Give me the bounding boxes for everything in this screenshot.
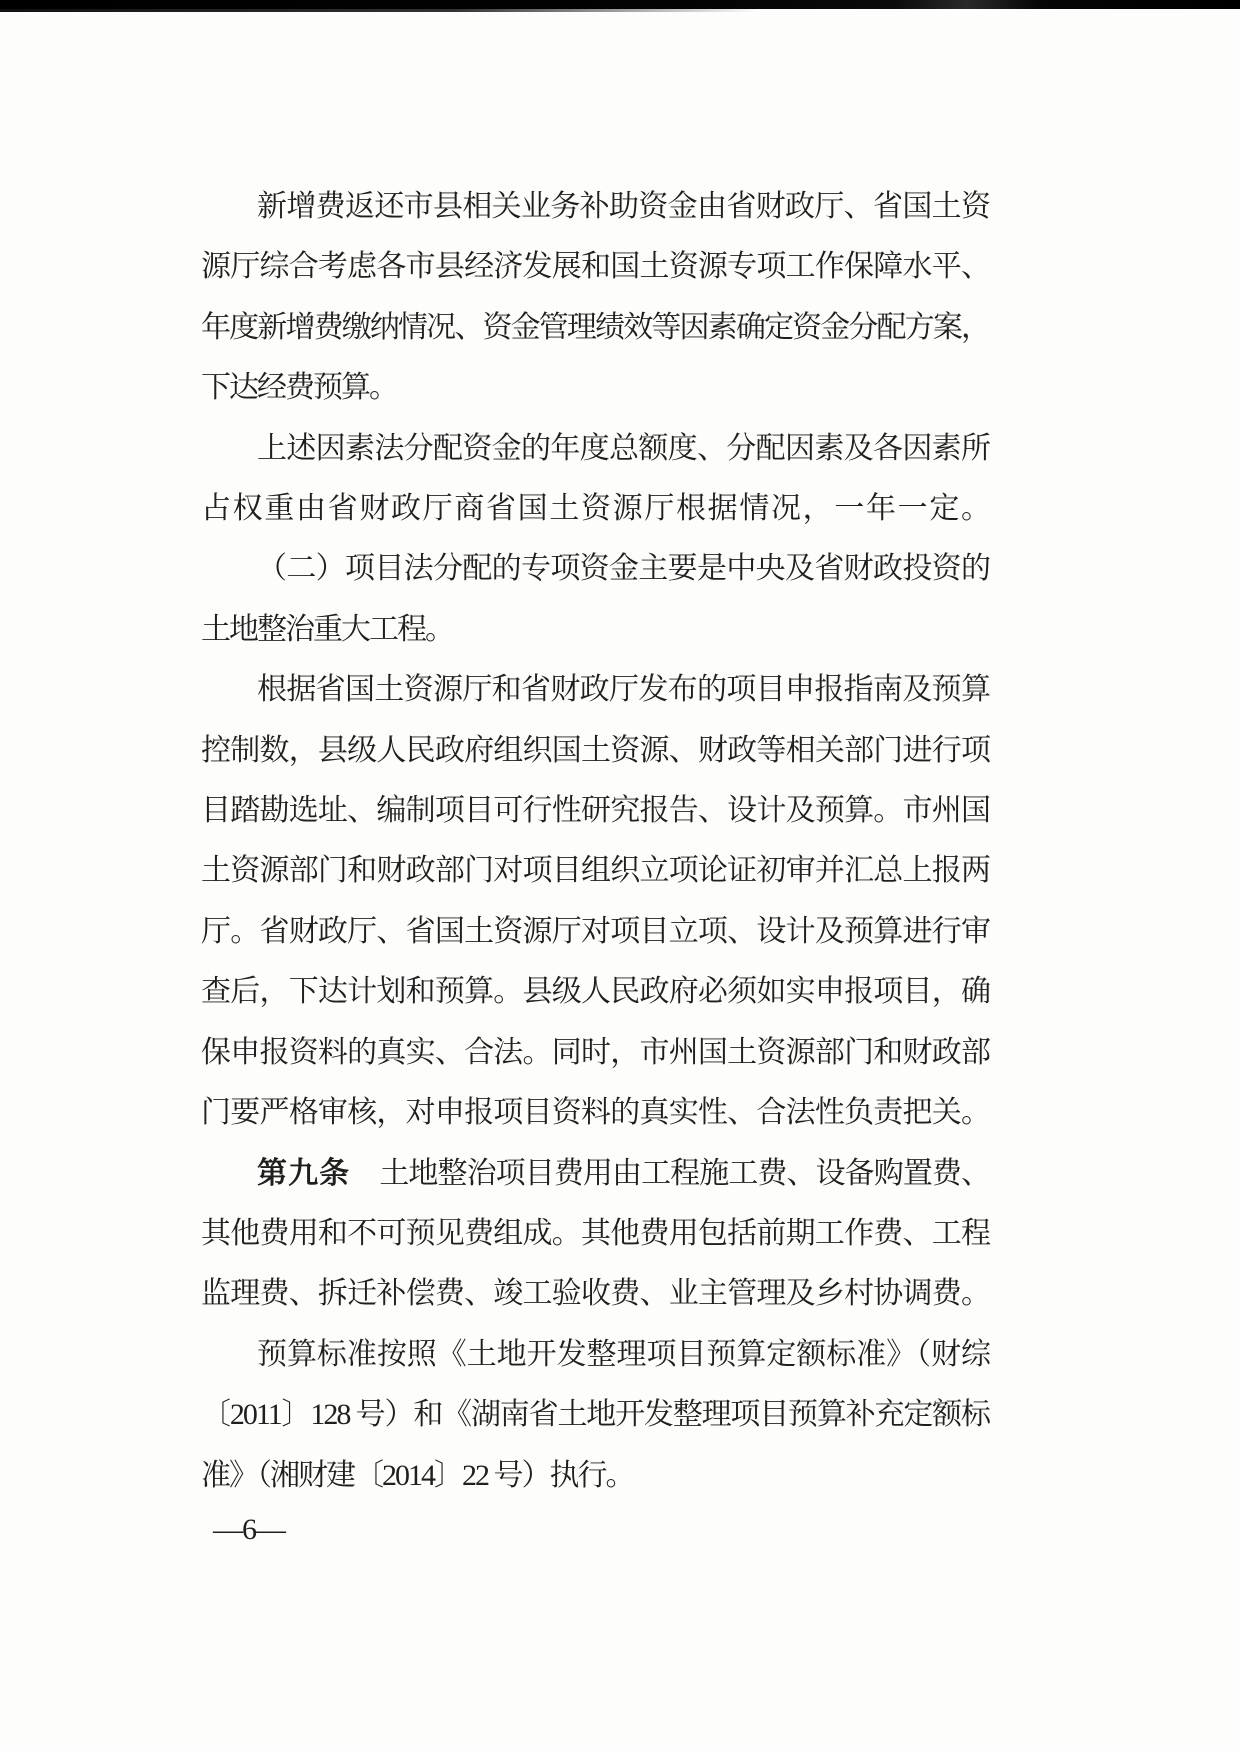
text-line: 目踏勘选址、编制项目可行性研究报告、设计及预算。市州国 xyxy=(201,794,989,828)
text-line: （二）项目法分配的专项资金主要是中央及省财政投资的 xyxy=(257,552,989,586)
paragraph xyxy=(201,1144,989,1325)
paragraph xyxy=(201,539,989,660)
text-line: 年度新增费缴纳情况、资金管理绩效等因素确定资金分配方案， xyxy=(201,310,989,344)
text-line: 门要严格审核，对申报项目资料的真实性、合法性负责把关。 xyxy=(201,1096,989,1130)
page-number: —6— xyxy=(213,1513,285,1546)
text-line: 预算标准按照《土地开发整理项目预算定额标准》（财综 xyxy=(257,1337,989,1371)
text-line: 控制数，县级人民政府组织国土资源、财政等相关部门进行项 xyxy=(201,733,989,767)
paragraph xyxy=(201,419,989,540)
article-number-bold: 第九条 xyxy=(257,1156,351,1190)
paragraph xyxy=(201,660,989,1143)
document-body xyxy=(201,177,989,1506)
text-line: 下达经费预算。 xyxy=(201,371,397,405)
paragraph xyxy=(201,177,989,419)
text-line: 其他费用和不可预见费组成。其他费用包括前期工作费、工程 xyxy=(201,1216,989,1250)
paragraph xyxy=(201,1325,989,1506)
text-line: 根据省国土资源厅和省财政厅发布的项目申报指南及预算 xyxy=(257,673,989,707)
text-line: 查后，下达计划和预算。县级人民政府必须如实申报项目，确 xyxy=(201,975,989,1009)
text-line: 土地整治重大工程。 xyxy=(201,612,453,646)
text-line: 保申报资料的真实、合法。同时，市州国土资源部门和财政部 xyxy=(201,1035,989,1069)
scan-artifact-top-edge xyxy=(0,0,1240,9)
text-line: 厅。省财政厅、省国土资源厅对项目立项、设计及预算进行审 xyxy=(201,914,989,948)
text-line: 〔2011〕128 号）和《湖南省土地开发整理项目预算补充定额标 xyxy=(201,1398,989,1432)
text-line: 监理费、拆迁补偿费、竣工验收费、业主管理及乡村协调费。 xyxy=(201,1277,989,1311)
text-line: 源厅综合考虑各市县经济发展和国土资源专项工作保障水平、 xyxy=(201,250,989,284)
text-line: 准》（湘财建〔2014〕22 号）执行。 xyxy=(201,1458,634,1492)
text-line: 上述因素法分配资金的年度总额度、分配因素及各因素所 xyxy=(257,431,989,465)
text-line: 土资源部门和财政部门对项目组织立项论证初审并汇总上报两 xyxy=(201,854,989,888)
text-line: 占权重由省财政厅商省国土资源厅根据情况，一年一定。 xyxy=(201,492,989,526)
text-line xyxy=(201,1144,989,1204)
text-line: 新增费返还市县相关业务补助资金由省财政厅、省国土资 xyxy=(257,190,989,223)
article-text: 土地整治项目费用由工程施工费、设备购置费、 xyxy=(350,1156,989,1190)
